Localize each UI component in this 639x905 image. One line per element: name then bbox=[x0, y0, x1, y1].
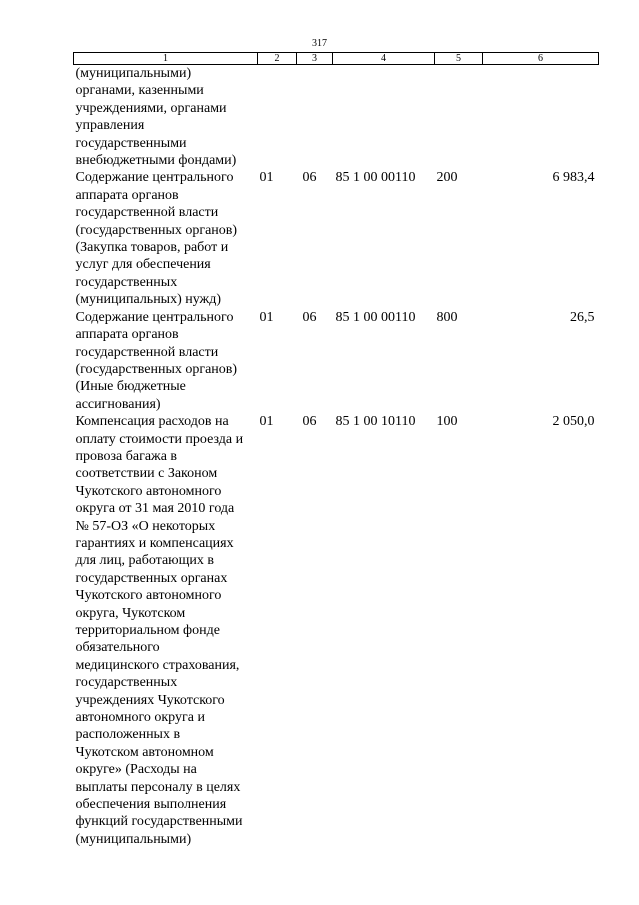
row-target-article: 85 1 00 00110 bbox=[335, 170, 416, 186]
row-amount: 26,5 bbox=[570, 309, 595, 325]
row-amount: 2 050,0 bbox=[552, 414, 595, 430]
row-expense-type: 800 bbox=[436, 309, 458, 325]
row-subsection bbox=[297, 65, 333, 170]
table-body bbox=[74, 65, 599, 849]
header-col-3: 3 bbox=[297, 53, 333, 65]
header-col-5: 5 bbox=[435, 53, 483, 65]
header-row bbox=[74, 53, 599, 65]
row-section: 01 bbox=[259, 414, 274, 430]
table-row bbox=[74, 309, 599, 413]
row-target-article: 85 1 00 10110 bbox=[335, 414, 416, 430]
header-col-2: 2 bbox=[258, 53, 297, 65]
row-expense-type bbox=[435, 65, 483, 170]
row-name: Компенсация расходов на оплату стоимости проезда и провоза багажа в соответствии с Законом Чукотского автономного округа от 31 мая 2010 года № 57-ОЗ «О некоторых гарантиях и компенсациях для лиц, работающих в государственных органах Чукотского автономного округа, Чукотском территориальном фонде обязательного медицинского страхования, государственных учреждениях Чукотского автономного округа и расположенных в Чукотском автономном округе» (Расходы на выплаты персоналу в целях обеспечения выполнения функций государственными (муниципальными) bbox=[75, 414, 244, 847]
page-number: 317 bbox=[312, 38, 327, 49]
table-row bbox=[74, 413, 599, 848]
table-row bbox=[74, 169, 599, 308]
table-row bbox=[74, 65, 599, 170]
header-col-4: 4 bbox=[333, 53, 435, 65]
header-col-6: 6 bbox=[483, 53, 599, 65]
row-name: Содержание центрального аппарата органов государственной власти (государственных органов) (Иные бюджетные ассигнования) bbox=[75, 309, 238, 412]
row-subsection: 06 bbox=[302, 414, 317, 430]
row-subsection: 06 bbox=[302, 309, 317, 325]
row-expense-type: 100 bbox=[436, 414, 458, 430]
row-target-article: 85 1 00 00110 bbox=[335, 309, 416, 325]
row-amount bbox=[483, 65, 599, 170]
budget-table bbox=[73, 52, 599, 848]
row-name: (муниципальными) органами, казенными учреждениями, органами управления государственными внебюджетными фондами) bbox=[75, 66, 237, 169]
row-section bbox=[258, 65, 297, 170]
row-subsection: 06 bbox=[302, 170, 317, 186]
row-target-article bbox=[333, 65, 435, 170]
row-section: 01 bbox=[259, 170, 274, 186]
row-name: Содержание центрального аппарата органов государственной власти (государственных органов) (Закупка товаров, работ и услуг для обеспечения государственных (муниципальных) нужд) bbox=[75, 170, 238, 308]
row-expense-type: 200 bbox=[436, 170, 458, 186]
table-header bbox=[74, 53, 599, 65]
header-col-1: 1 bbox=[74, 53, 258, 65]
row-section: 01 bbox=[259, 309, 274, 325]
row-amount: 6 983,4 bbox=[552, 170, 595, 186]
